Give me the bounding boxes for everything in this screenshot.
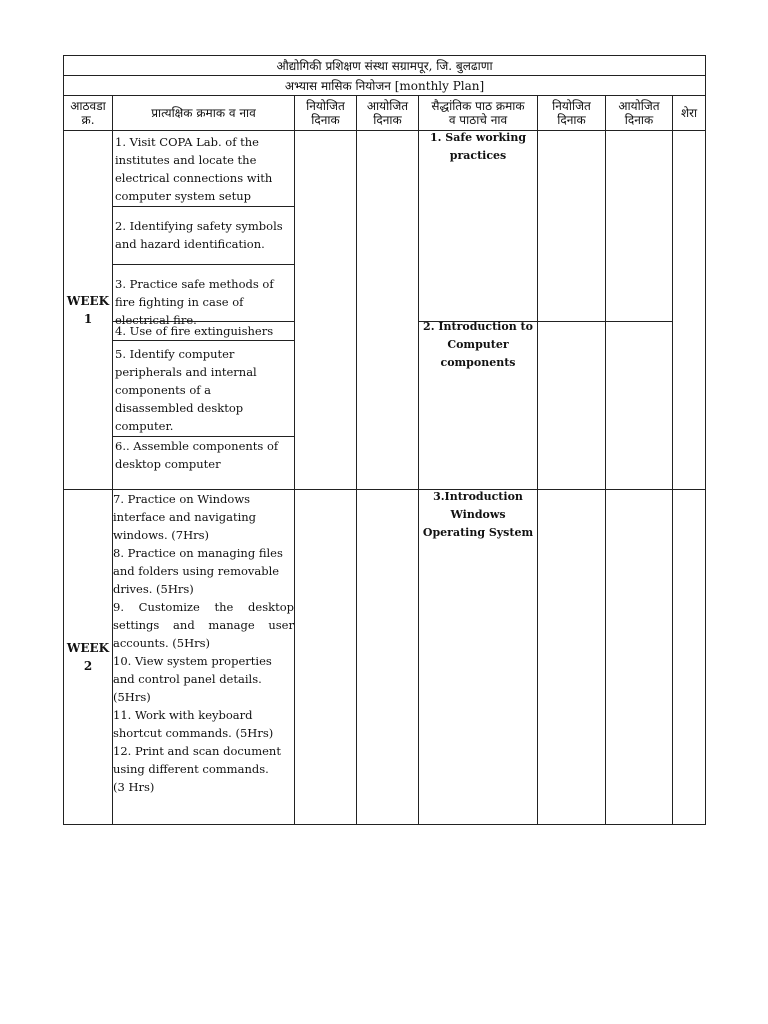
week1-practicals xyxy=(113,131,295,489)
col-theory-header: सैद्धांतिक पाठ क्रमाक व पाठाचे नाव xyxy=(419,96,538,131)
week2-executed-date2 xyxy=(606,489,673,824)
plan-title: अभ्यास मासिक नियोजन [monthly Plan] xyxy=(64,76,706,96)
practical-item: 10. View system properties and control panel details. (5Hrs) xyxy=(113,653,272,704)
practical-item: 5. Identify computer peripherals and internal components of a disassembled desktop computer. xyxy=(113,341,294,437)
practical-item: 4. Use of fire extinguishers xyxy=(113,322,294,341)
practical-item: 7. Practice on Windows interface and navigating windows. (7Hrs) xyxy=(113,491,257,542)
week2-practicals xyxy=(113,489,295,824)
week1-executed-date2 xyxy=(606,131,673,489)
theory-item: 3.Introduction Windows Operating System xyxy=(422,489,534,539)
theory-divider xyxy=(606,321,672,322)
col-week-header: आठवडा क्र. xyxy=(64,96,113,131)
week1-theory xyxy=(419,131,538,489)
practical-item: 3. Practice safe methods of fire fighting in case of electrical fire. xyxy=(113,265,294,322)
week2-label: WEEK 2 xyxy=(64,489,113,824)
practical-item: (3 Hrs) xyxy=(113,779,155,794)
theory-item: 1. Safe working practices xyxy=(429,131,527,163)
theory-item: 2. Introduction to Computer components xyxy=(423,320,533,370)
theory-divider xyxy=(538,321,605,322)
monthly-plan-table xyxy=(63,55,706,825)
week2-remarks xyxy=(673,489,706,824)
week1-executed-date xyxy=(357,131,419,489)
practical-item: 11. Work with keyboard shortcut commands. (5Hrs) xyxy=(113,707,274,740)
institute-title: औद्योगिकी प्रशिक्षण संस्था सग्रामपूर, जि. बुलढाणा xyxy=(64,56,706,76)
practical-item: 8. Practice on managing files and folders using removable drives. (5Hrs) xyxy=(113,545,283,596)
week1-planned-date xyxy=(295,131,357,489)
practical-item: 1. Visit COPA Lab. of the institutes and locate the electrical connections with computer system setup xyxy=(113,131,294,207)
practical-item: 6.. Assemble components of desktop computer xyxy=(115,439,279,472)
col-remarks-header: शेरा xyxy=(673,96,706,131)
week2-executed-date xyxy=(357,489,419,824)
practical-item: 2. Identifying safety symbols and hazard identification. xyxy=(113,207,294,265)
col-planned-date2-header: नियोजित दिनाक xyxy=(538,96,606,131)
week1-label: WEEK 1 xyxy=(64,131,113,489)
week2-planned-date xyxy=(295,489,357,824)
practical-item: 9. Customize the desktop settings and manage user accounts. (5Hrs) xyxy=(113,599,294,650)
col-practical-header: प्रात्यक्षिक क्रमाक व नाव xyxy=(113,96,295,131)
col-executed-date2-header: आयोजित दिनाक xyxy=(606,96,673,131)
week2-theory xyxy=(419,489,538,824)
col-executed-date-header: आयोजित दिनाक xyxy=(357,96,419,131)
week1-remarks xyxy=(673,131,706,489)
col-planned-date-header: नियोजित दिनाक xyxy=(295,96,357,131)
week1-planned-date2 xyxy=(538,131,606,489)
week2-planned-date2 xyxy=(538,489,606,824)
practical-item: 12. Print and scan document using different commands. xyxy=(113,743,281,776)
